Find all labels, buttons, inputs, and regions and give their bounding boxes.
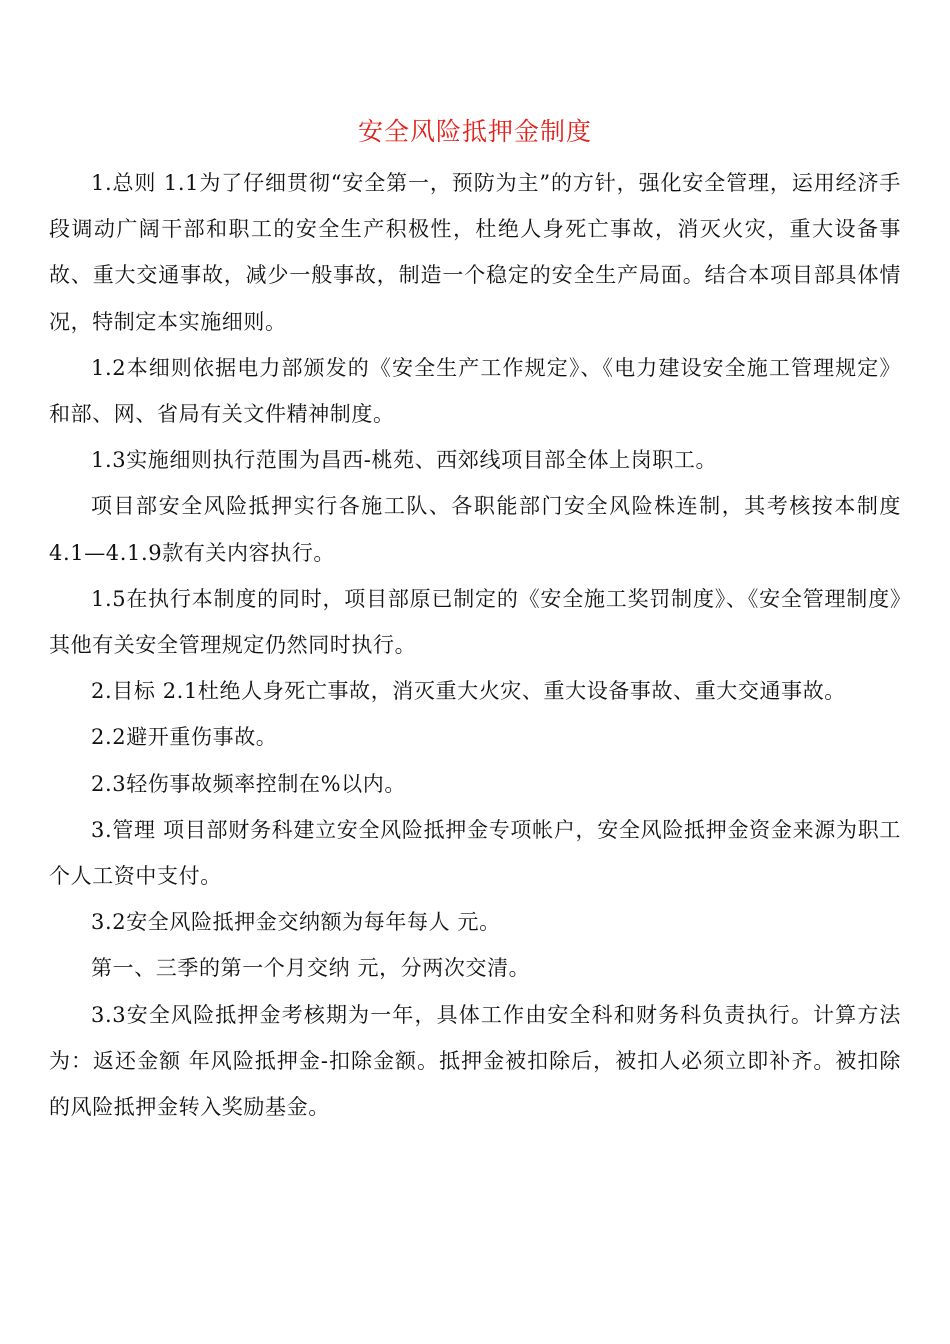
paragraph-deposit-amount: 3.2安全风险抵押金交纳额为每年每人 元。 <box>91 910 501 935</box>
paragraph-other-rules: 1.5在执行本制度的同时，项目部原已制定的《安全施工奖罚制度》、《安全管理制度》其他有关安全管理规定仍然同时执行。 <box>49 586 901 658</box>
paragraph-goals: 2.目标 2.1杜绝人身死亡事故，消灭重大火灾、重大设备事故、重大交通事故。 <box>91 679 846 704</box>
paragraph-payment-schedule: 第一、三季的第一个月交纳 元，分两次交清。 <box>91 956 531 981</box>
paragraph-scope: 1.3实施细则执行范围为昌西-桃苑、西郊线项目部全体上岗职工。 <box>91 448 718 473</box>
paragraph-general: 1.总则 1.1为了仔细贯彻“安全第一，预防为主”的方针，强化安全管理，运用经济手段调动广阔干部和职工的安全生产积极性，杜绝人身死亡事故，消灭火灾，重大设备事故、重大交通事故，减少一般事故，制造一个稳定的安全生产局面。结合本项目部具体情况，特制定本实施细则。 <box>49 171 901 334</box>
paragraph-minor-injury-rate: 2.3轻伤事故频率控制在%以内。 <box>91 771 406 796</box>
paragraph-basis: 1.2本细则依据电力部颁发的《安全生产工作规定》、《电力建设安全施工管理规定》和部、网、省局有关文件精神制度。 <box>49 355 901 427</box>
paragraph-avoid-serious-injury: 2.2避开重伤事故。 <box>91 725 278 750</box>
document-body <box>49 160 901 1130</box>
paragraph-assessment: 3.3安全风险抵押金考核期为一年，具体工作由安全科和财务科负责执行。计算方法为：返还金额 年风险抵押金-扣除金额。抵押金被扣除后，被扣人必须立即补齐。被扣除的风险抵押金转入奖励基金。 <box>49 1002 901 1120</box>
document-title: 安全风险抵押金制度 <box>357 117 592 146</box>
paragraph-joint-liability: 项目部安全风险抵押实行各施工队、各职能部门安全风险株连制，其考核按本制度4.1—4.1.9款有关内容执行。 <box>49 494 901 565</box>
paragraph-management: 3.管理 项目部财务科建立安全风险抵押金专项帐户，安全风险抵押金资金来源为职工个人工资中支付。 <box>49 817 901 889</box>
